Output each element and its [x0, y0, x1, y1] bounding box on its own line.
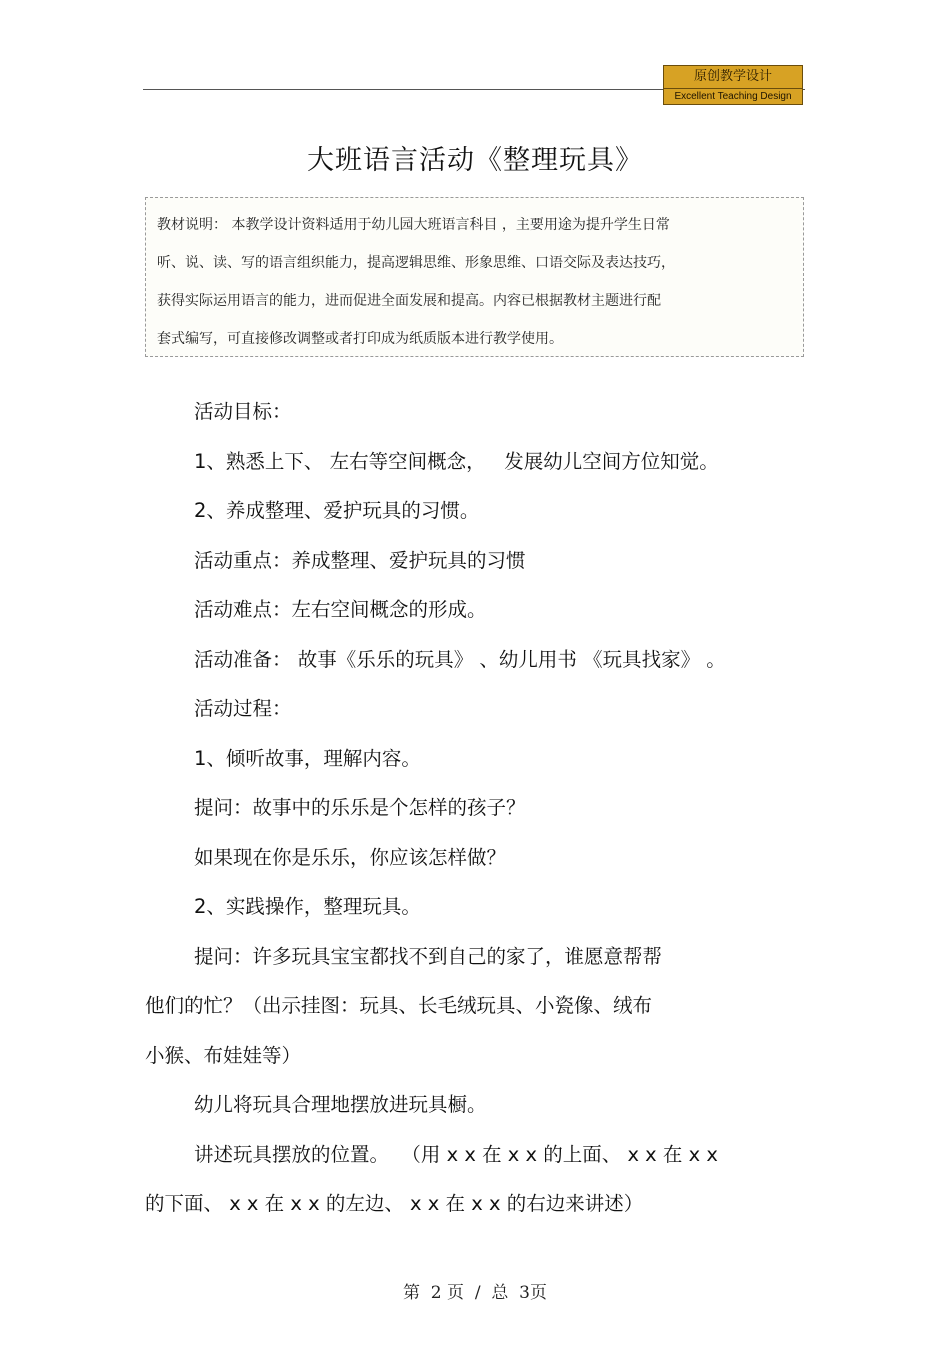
paragraph: 如果现在你是乐乐，你应该怎样做？ — [194, 845, 507, 869]
paragraph-preparation: 活动准备： 故事《乐乐的玩具》 、幼儿用书 《玩具找家》 。 — [194, 647, 726, 671]
intro-line: 套式编写，可直接修改调整或者打印成为纸质版本进行教学使用。 — [157, 331, 563, 347]
paragraph-continuation: 小猴、布娃娃等） — [145, 1043, 302, 1067]
intro-line: 听、说、读、写的语言组织能力，提高逻辑思维、形象思维、口语交际及表达技巧， — [157, 255, 675, 271]
paragraph: 讲述玩具摆放的位置。 （用 x x 在 x x 的上面、 x x 在 x x — [194, 1142, 718, 1166]
paragraph-difficulty: 活动难点：左右空间概念的形成。 — [194, 598, 487, 621]
document-title: 大班语言活动《整理玩具》 — [307, 145, 643, 176]
paragraph-key-point: 活动重点：养成整理、爱护玩具的习惯 — [194, 548, 526, 572]
intro-line: 获得实际运用语言的能力，进而促进全面发展和提高。内容已根据教材主题进行配 — [157, 293, 661, 309]
paragraph: 提问：许多玩具宝宝都找不到自己的家了，谁愿意帮帮 — [194, 944, 663, 968]
paragraph: 2、实践操作，整理玩具。 — [194, 895, 421, 918]
badge-en-label: Excellent Teaching Design — [663, 89, 803, 105]
intro-line: 教材说明： 本教学设计资料适用于幼儿园大班语言科目 ，主要用途为提升学生日常 — [157, 217, 670, 233]
paragraph: 1、倾听故事，理解内容。 — [194, 746, 421, 770]
paragraph: 幼儿将玩具合理地摆放进玩具橱。 — [194, 1093, 487, 1116]
badge-cn-label: 原创教学设计 — [663, 65, 803, 89]
paragraph: 2、养成整理、爱护玩具的习惯。 — [194, 499, 480, 522]
header-badge — [663, 65, 803, 105]
page-number: 第 2 页 / 总 3页 — [403, 1283, 547, 1303]
document-body — [145, 387, 810, 1229]
intro-box — [145, 197, 804, 357]
paragraph-process-heading: 活动过程： — [194, 697, 292, 720]
paragraph: 提问：故事中的乐乐是个怎样的孩子？ — [194, 796, 526, 819]
paragraph: 1、熟悉上下、 左右等空间概念， 发展幼儿空间方位知觉。 — [194, 449, 719, 473]
paragraph-continuation: 他们的忙？（出示挂图：玩具、长毛绒玩具、小瓷像、绒布 — [145, 994, 653, 1017]
paragraph-continuation: 的下面、 x x 在 x x 的左边、 x x 在 x x 的右边来讲述） — [145, 1192, 644, 1215]
paragraph-goals-heading: 活动目标： — [194, 400, 292, 423]
